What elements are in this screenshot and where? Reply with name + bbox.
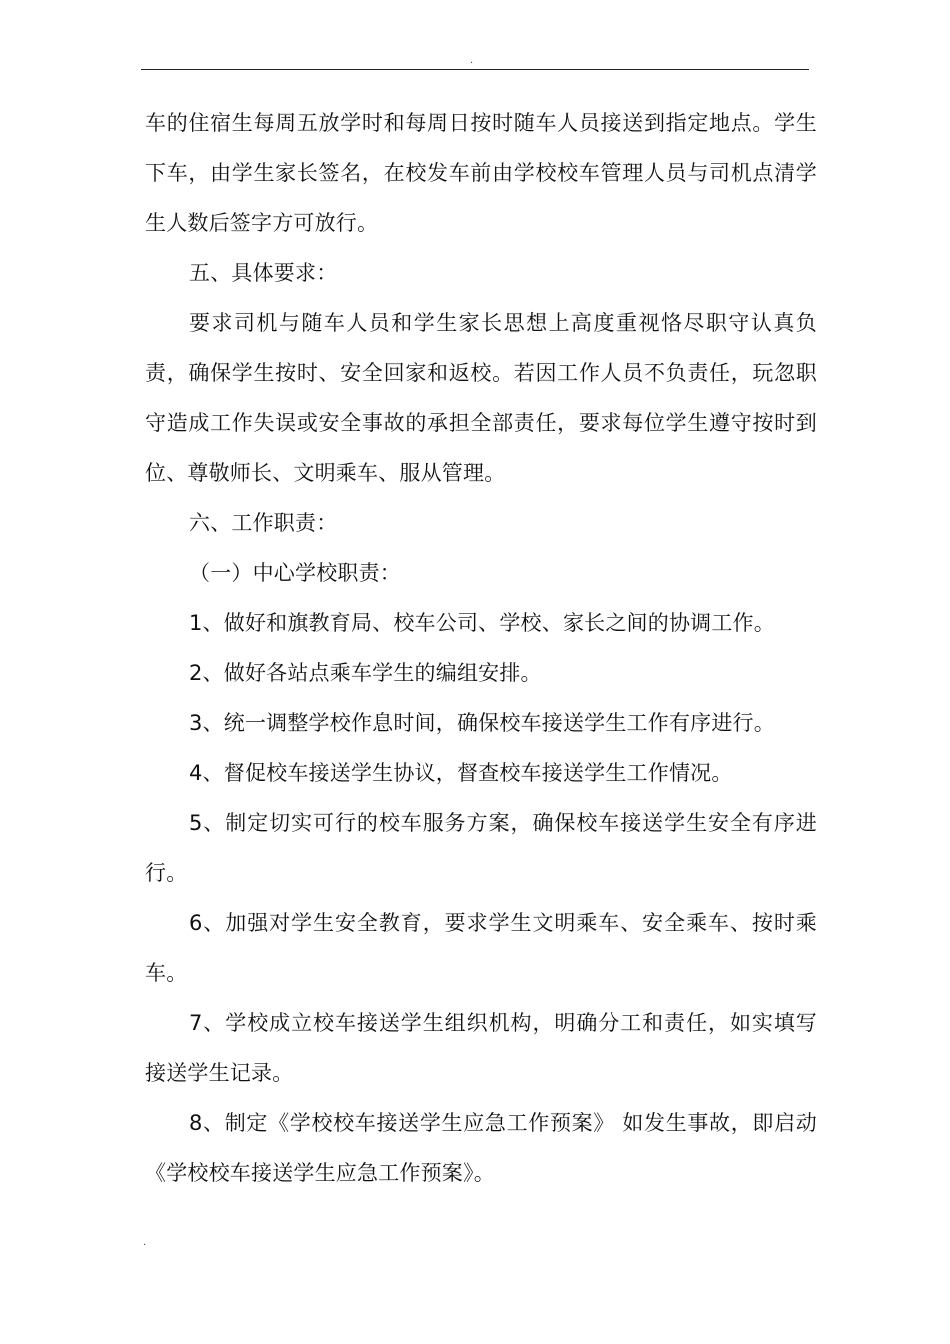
paragraph-requirements: 要求司机与随车人员和学生家长思想上高度重视恪尽职守认真负责，确保学生按时、安全回家和返校。若因工作人员不负责任，玩忽职守造成工作失误或安全事故的承担全部责任，要求每位学生遵守按时到位、尊敬师长、文明乘车、服从管理。 xyxy=(145,311,817,485)
subsection-heading-central-school: （一）中心学校职责： xyxy=(189,561,401,585)
list-item-duty-5: 5、制定切实可行的校车服务方案，确保校车接送学生安全有序进行。 xyxy=(145,811,817,885)
list-item-duty-7: 7、学校成立校车接送学生组织机构，明确分工和责任，如实填写接送学生记录。 xyxy=(145,1011,817,1085)
list-item-duty-2: 2、做好各站点乘车学生的编组安排。 xyxy=(189,661,542,685)
list-item-duty-1: 1、做好和旗教育局、校车公司、学校、家长之间的协调工作。 xyxy=(189,611,775,635)
list-item-duty-4: 4、督促校车接送学生协议，督查校车接送学生工作情况。 xyxy=(189,761,733,785)
footer-dot: . xyxy=(143,1237,147,1248)
header-dot: . xyxy=(470,55,474,66)
list-item-duty-3: 3、统一调整学校作息时间，确保校车接送学生工作有序进行。 xyxy=(189,711,775,735)
list-item-duty-6: 6、加强对学生安全教育，要求学生文明乘车、安全乘车、按时乘车。 xyxy=(145,911,817,985)
section-heading-requirements: 五、具体要求： xyxy=(189,261,338,285)
list-item-duty-8: 8、制定《学校校车接送学生应急工作预案》 如发生事故，即启动《学校校车接送学生应急工作预案》。 xyxy=(145,1111,817,1185)
header-rule xyxy=(141,69,809,70)
section-heading-duties: 六、工作职责： xyxy=(189,511,338,535)
paragraph-continuation: 车的住宿生每周五放学时和每周日按时随车人员接送到指定地点。学生下车，由学生家长签名，在校发车前由学校校车管理人员与司机点清学生人数后签字方可放行。 xyxy=(145,111,817,235)
document-body xyxy=(145,98,817,1198)
